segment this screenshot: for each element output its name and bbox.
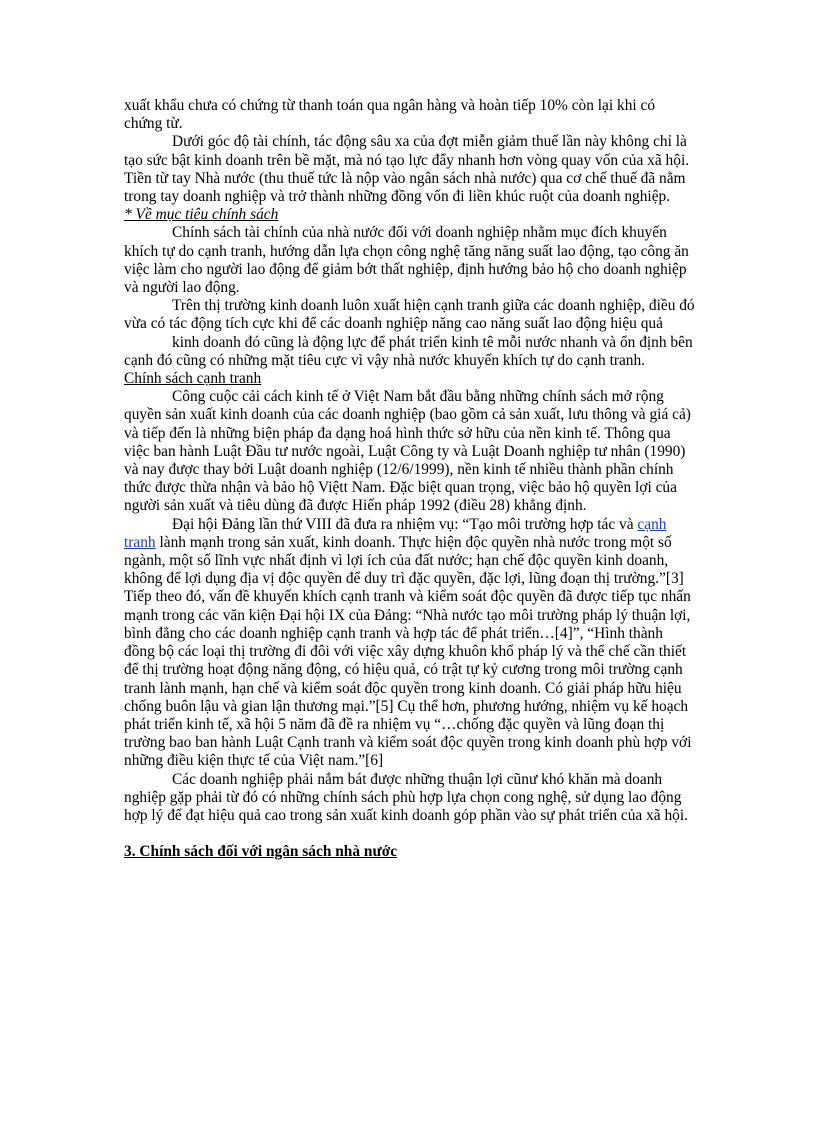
competition-link[interactable]: cạnh tranh bbox=[124, 515, 667, 551]
paragraph-party-congress bbox=[124, 516, 696, 771]
paragraph-enterprise-strategy: Các doanh nghiệp phải nắm bát được những thuận lợi cũnư khó khăn mà doanh nghiệp gặp phải từ đó có những chính sách phù hợp lựa chọn cong nghệ, sử dụng lao động hợp lý để đạt hiệu quả cao trong sản xuất kinh doanh góp phần vào sự phát triển của xã hội. bbox=[124, 770, 688, 824]
paragraph-market-competition: Trên thị trường kinh doanh luôn xuất hiện cạnh tranh giữa các doanh nghiệp, điều đó vừa có tác động tích cực khi để các doanh nghiệp năng cao năng suất lao động hiệu quả bbox=[124, 297, 695, 333]
paragraph-policy-goal: Chính sách tài chính của nhà nước đối với doanh nghiệp nhằm mục đích khuyến khích tự do cạnh tranh, hướng dẫn lựa chọn công nghệ tăng năng suất lao động, tạo công ăn việc làm cho người lao động để giảm bớt thất nghiệp, định hướng bảo hộ cho doanh nghiệp và người lao động. bbox=[124, 224, 689, 297]
party-congress-text-start: Đại hội Đảng lần thứ VIII đã đưa ra nhiệm vụ: “Tạo môi trường hợp tác và bbox=[172, 515, 638, 533]
paragraph-financial-impact: Dưới góc độ tài chính, tác động sâu xa của đợt miễn giảm thuế lần này không chỉ là tạo sức bật kinh doanh trên bề mặt, mà nó tạo lực đẩy nhanh hơn vòng quay vốn của xã hội. Tiền từ tay Nhà nước (thu thuế tức là nộp vào ngân sách nhà nước) qua cơ chế thuế đã nằm trong tay doanh nghiệp và trở thành những đồng vốn đi liền khúc ruột của doanh nghiệp. bbox=[124, 133, 690, 206]
section-title-state-budget: 3. Chính sách đối với ngân sách nhà nước bbox=[124, 843, 398, 861]
heading-competition-policy: Chính sách cạnh tranh bbox=[124, 370, 262, 388]
party-congress-text-rest: lành mạnh trong sản xuất, kinh doanh. Thực hiện độc quyền nhà nước trong một số ngành, một số lĩnh vực nhất định vì lợi ích của đất nước; hạn chế độc quyền kinh doanh, không để lợi dụng địa vị độc quyền để duy trì đặc quyền, đặc lợi, lũng đoạn thị trường.”[3] Tiếp theo đó, vấn đề khuyến khích cạnh tranh và kiểm soát độc quyền đã được tiếp tục nhấn mạnh trong các văn kiện Đại hội IX của Đảng: “Nhà nước tạo môi trường pháp lý thuận lợi, bình đẳng cho các doanh nghiệp cạnh tranh và hợp tác để phát triển…[4]”, “Hình thành đồng bộ các loại thị trường đi đôi với việc xây dựng khuôn khổ pháp lý và thể chế cần thiết để thị trường hoạt động năng động, có hiệu quả, có trật tự kỷ cương trong môi trường cạnh tranh lành mạnh, hạn chế và kiểm soát độc quyền trong kinh doanh. Có giải pháp hữu hiệu chống buôn lậu và gian lận thương mại.”[5] Cụ thể hơn, phương hướng, nhiệm vụ kế hoạch phát triển kinh tế, xã hội 5 năm đã đề ra nhiệm vụ “…chống đặc quyền và lũng đoạn thị trường bao ban hành Luật Cạnh tranh và kiểm soát độc quyền trong kinh doanh phù hợp với những điều kiện thực tế của Việt nam.”[6] bbox=[124, 533, 692, 770]
paragraph-development-driver: kinh doanh đó cũng là động lực để phát triển kinh tê mỗi nước nhanh và ổn định bên cạnh đó cũng có những mặt tiêu cực vì vậy nhà nước khuyến khích tự do cạnh tranh. bbox=[124, 333, 693, 369]
document-page bbox=[124, 97, 696, 861]
paragraph-economic-reform: Công cuộc cải cách kinh tế ở Việt Nam bắt đầu bằng những chính sách mở rộng quyền sản xuất kinh doanh của các doanh nghiệp (bao gồm cả sản xuất, lưu thông và giá cả) và tiếp đến là những biện pháp đa dạng hoá hình thức sở hữu của nền kinh tế. Thông qua việc ban hành Luật Đầu tư nước ngoài, Luật Công ty và Luật Doanh nghiệp tư nhân (1990) và nay được thay bởi Luật doanh nghiệp (12/6/1999), nền kinh tế nhiều thành phần chính thức được thừa nhận và bảo hộ Việtt Nam. Đặc biệt quan trọng, việc bảo hộ quyền lợi của người sản xuất và tiêu dùng đã được Hiến pháp 1992 (điều 28) khẳng định. bbox=[124, 388, 691, 515]
heading-policy-objectives: * Về mục tiêu chính sách bbox=[124, 206, 279, 224]
paragraph-tax-refund: xuất khẩu chưa có chứng từ thanh toán qua ngân hàng và hoàn tiếp 10% còn lại khi có chứng từ. bbox=[124, 97, 656, 133]
